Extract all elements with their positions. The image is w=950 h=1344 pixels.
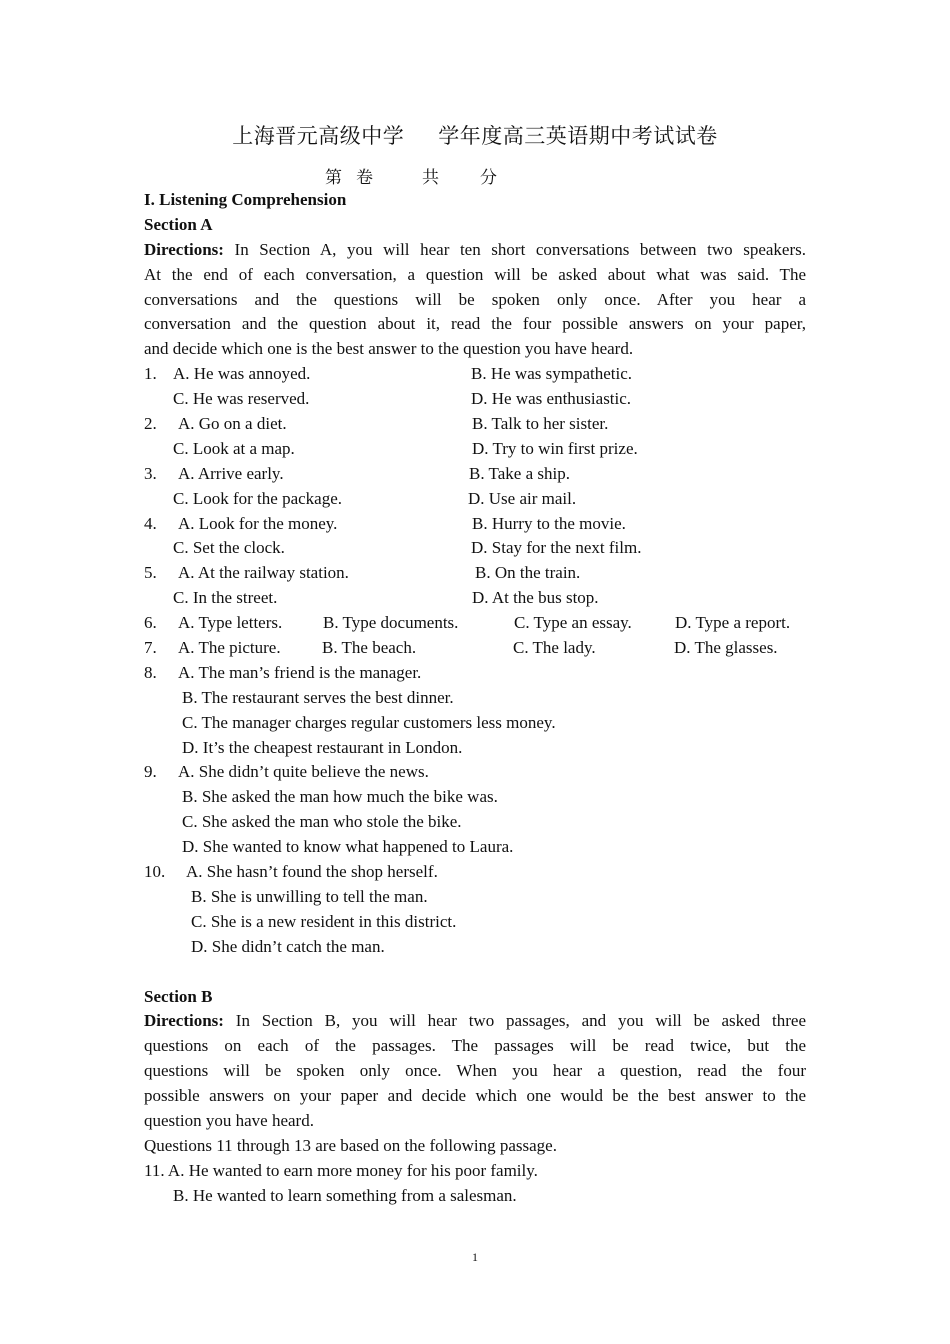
directions-text: possible answers on your paper and decide which one would be the best answer to the <box>144 1086 806 1106</box>
question-number: 5. <box>144 563 157 583</box>
option-a: A. She hasn’t found the shop herself. <box>186 862 438 882</box>
directions-text: questions on each of the passages. The passages will be read twice, but the <box>144 1036 806 1056</box>
subtitle-char: 分 <box>480 168 497 187</box>
question-number: 4. <box>144 513 157 533</box>
option-c: C. He was reserved. <box>173 389 310 409</box>
option-b: B. Talk to her sister. <box>472 414 609 434</box>
question-5-options-cd <box>144 586 806 611</box>
question-8 <box>144 661 806 686</box>
option-b: B. Type documents. <box>323 613 459 633</box>
question-number: 2. <box>144 414 157 434</box>
question-2-options-cd <box>144 437 806 462</box>
option-d: D. He was enthusiastic. <box>471 389 632 409</box>
option-c: C. She is a new resident in this district. <box>191 911 457 931</box>
question-6 <box>144 611 806 636</box>
question-number: 1. <box>144 364 157 384</box>
option-a: A. Look for the money. <box>178 513 338 533</box>
option-a: A. She didn’t quite believe the news. <box>178 762 429 782</box>
question-number: 9. <box>144 762 157 782</box>
option-b: B. The restaurant serves the best dinner. <box>182 687 454 707</box>
subtitle-char: 卷 <box>356 168 373 187</box>
question-11-option-b: B. He wanted to learn something from a salesman. <box>173 1185 517 1205</box>
question-10 <box>144 860 806 885</box>
section-a-heading: Section A <box>144 214 213 234</box>
option-a: A. At the railway station. <box>178 563 349 583</box>
subtitle-char: 第 <box>325 168 342 187</box>
option-d: D. Stay for the next film. <box>471 538 642 558</box>
option-d: D. Try to win first prize. <box>472 438 638 458</box>
directions-text: At the end of each conversation, a question will be asked about what was said. The <box>144 264 806 284</box>
part-heading: I. Listening Comprehension <box>144 190 347 209</box>
passage-intro: Questions 11 through 13 are based on the following passage. <box>144 1135 557 1155</box>
option-d: D. She wanted to know what happened to Laura. <box>182 837 514 857</box>
directions-text: conversation and the question about it, read the four possible answers on your paper, <box>144 314 806 334</box>
option-b: B. She is unwilling to tell the man. <box>191 886 428 906</box>
page-title <box>0 120 950 150</box>
school-name: 上海晋元高级中学 <box>232 124 405 148</box>
option-b: B. The beach. <box>322 638 417 658</box>
option-c: C. She asked the man who stole the bike. <box>182 812 462 832</box>
question-number: 8. <box>144 662 157 682</box>
option-c: C. Type an essay. <box>514 613 632 633</box>
question-3 <box>144 462 806 487</box>
option-b: B. Hurry to the movie. <box>472 513 626 533</box>
section-a-directions <box>144 238 806 263</box>
option-b: B. He was sympathetic. <box>471 364 632 384</box>
option-a: A. The picture. <box>178 638 281 658</box>
question-number: 10. <box>144 862 166 882</box>
option-a: A. The man’s friend is the manager. <box>178 662 422 682</box>
directions-text: In Section A, you will hear ten short conversations between two speakers. <box>223 239 806 259</box>
directions-label: Directions: <box>144 1011 224 1031</box>
exam-content <box>144 188 806 1209</box>
exam-name: 学年度高三英语期中考试试卷 <box>438 124 718 148</box>
option-d: D. The glasses. <box>674 638 778 658</box>
directions-label: Directions: <box>144 239 224 259</box>
question-4 <box>144 512 806 537</box>
section-b-directions <box>144 1009 806 1034</box>
option-a: A. Type letters. <box>178 613 283 633</box>
question-number: 3. <box>144 463 157 483</box>
directions-text: question you have heard. <box>144 1110 314 1130</box>
question-2 <box>144 412 806 437</box>
question-9 <box>144 760 806 785</box>
directions-text: conversations and the questions will be spoken only once. After you hear a <box>144 289 806 309</box>
option-d: D. It’s the cheapest restaurant in London. <box>182 737 463 757</box>
question-5 <box>144 561 806 586</box>
question-1 <box>144 362 806 387</box>
directions-text: and decide which one is the best answer to the question you have heard. <box>144 339 634 359</box>
option-b: B. She asked the man how much the bike was. <box>182 787 498 807</box>
question-7 <box>144 636 806 661</box>
option-b: B. On the train. <box>475 563 581 583</box>
option-b: B. Take a ship. <box>469 463 570 483</box>
option-a: A. Arrive early. <box>178 463 284 483</box>
question-3-options-cd <box>144 487 806 512</box>
spacer <box>144 960 806 985</box>
option-d: D. Use air mail. <box>468 488 577 508</box>
section-b-heading: Section B <box>144 986 213 1006</box>
option-d: D. At the bus stop. <box>472 588 599 608</box>
question-11-option-a: 11. A. He wanted to earn more money for his poor family. <box>144 1160 538 1180</box>
directions-text: In Section B, you will hear two passages, and you will be asked three <box>223 1011 806 1031</box>
option-c: C. Look at a map. <box>173 438 295 458</box>
question-number: 7. <box>144 638 157 658</box>
directions-text: questions will be spoken only once. When you hear a question, read the four <box>144 1061 806 1081</box>
question-number: 6. <box>144 613 157 633</box>
subtitle-char: 共 <box>422 168 439 187</box>
question-4-options-cd <box>144 536 806 561</box>
option-c: C. In the street. <box>173 588 278 608</box>
option-d: D. Type a report. <box>675 613 791 633</box>
option-c: C. The lady. <box>513 638 596 658</box>
paper-subtitle <box>325 163 497 188</box>
question-1-options-cd <box>144 387 806 412</box>
option-a: A. He was annoyed. <box>173 364 311 384</box>
option-c: C. Set the clock. <box>173 538 285 558</box>
option-c: C. Look for the package. <box>173 488 342 508</box>
option-d: D. She didn’t catch the man. <box>191 936 385 956</box>
option-a: A. Go on a diet. <box>178 414 287 434</box>
option-c: C. The manager charges regular customers less money. <box>182 712 556 732</box>
page-number: 1 <box>472 1250 478 1264</box>
